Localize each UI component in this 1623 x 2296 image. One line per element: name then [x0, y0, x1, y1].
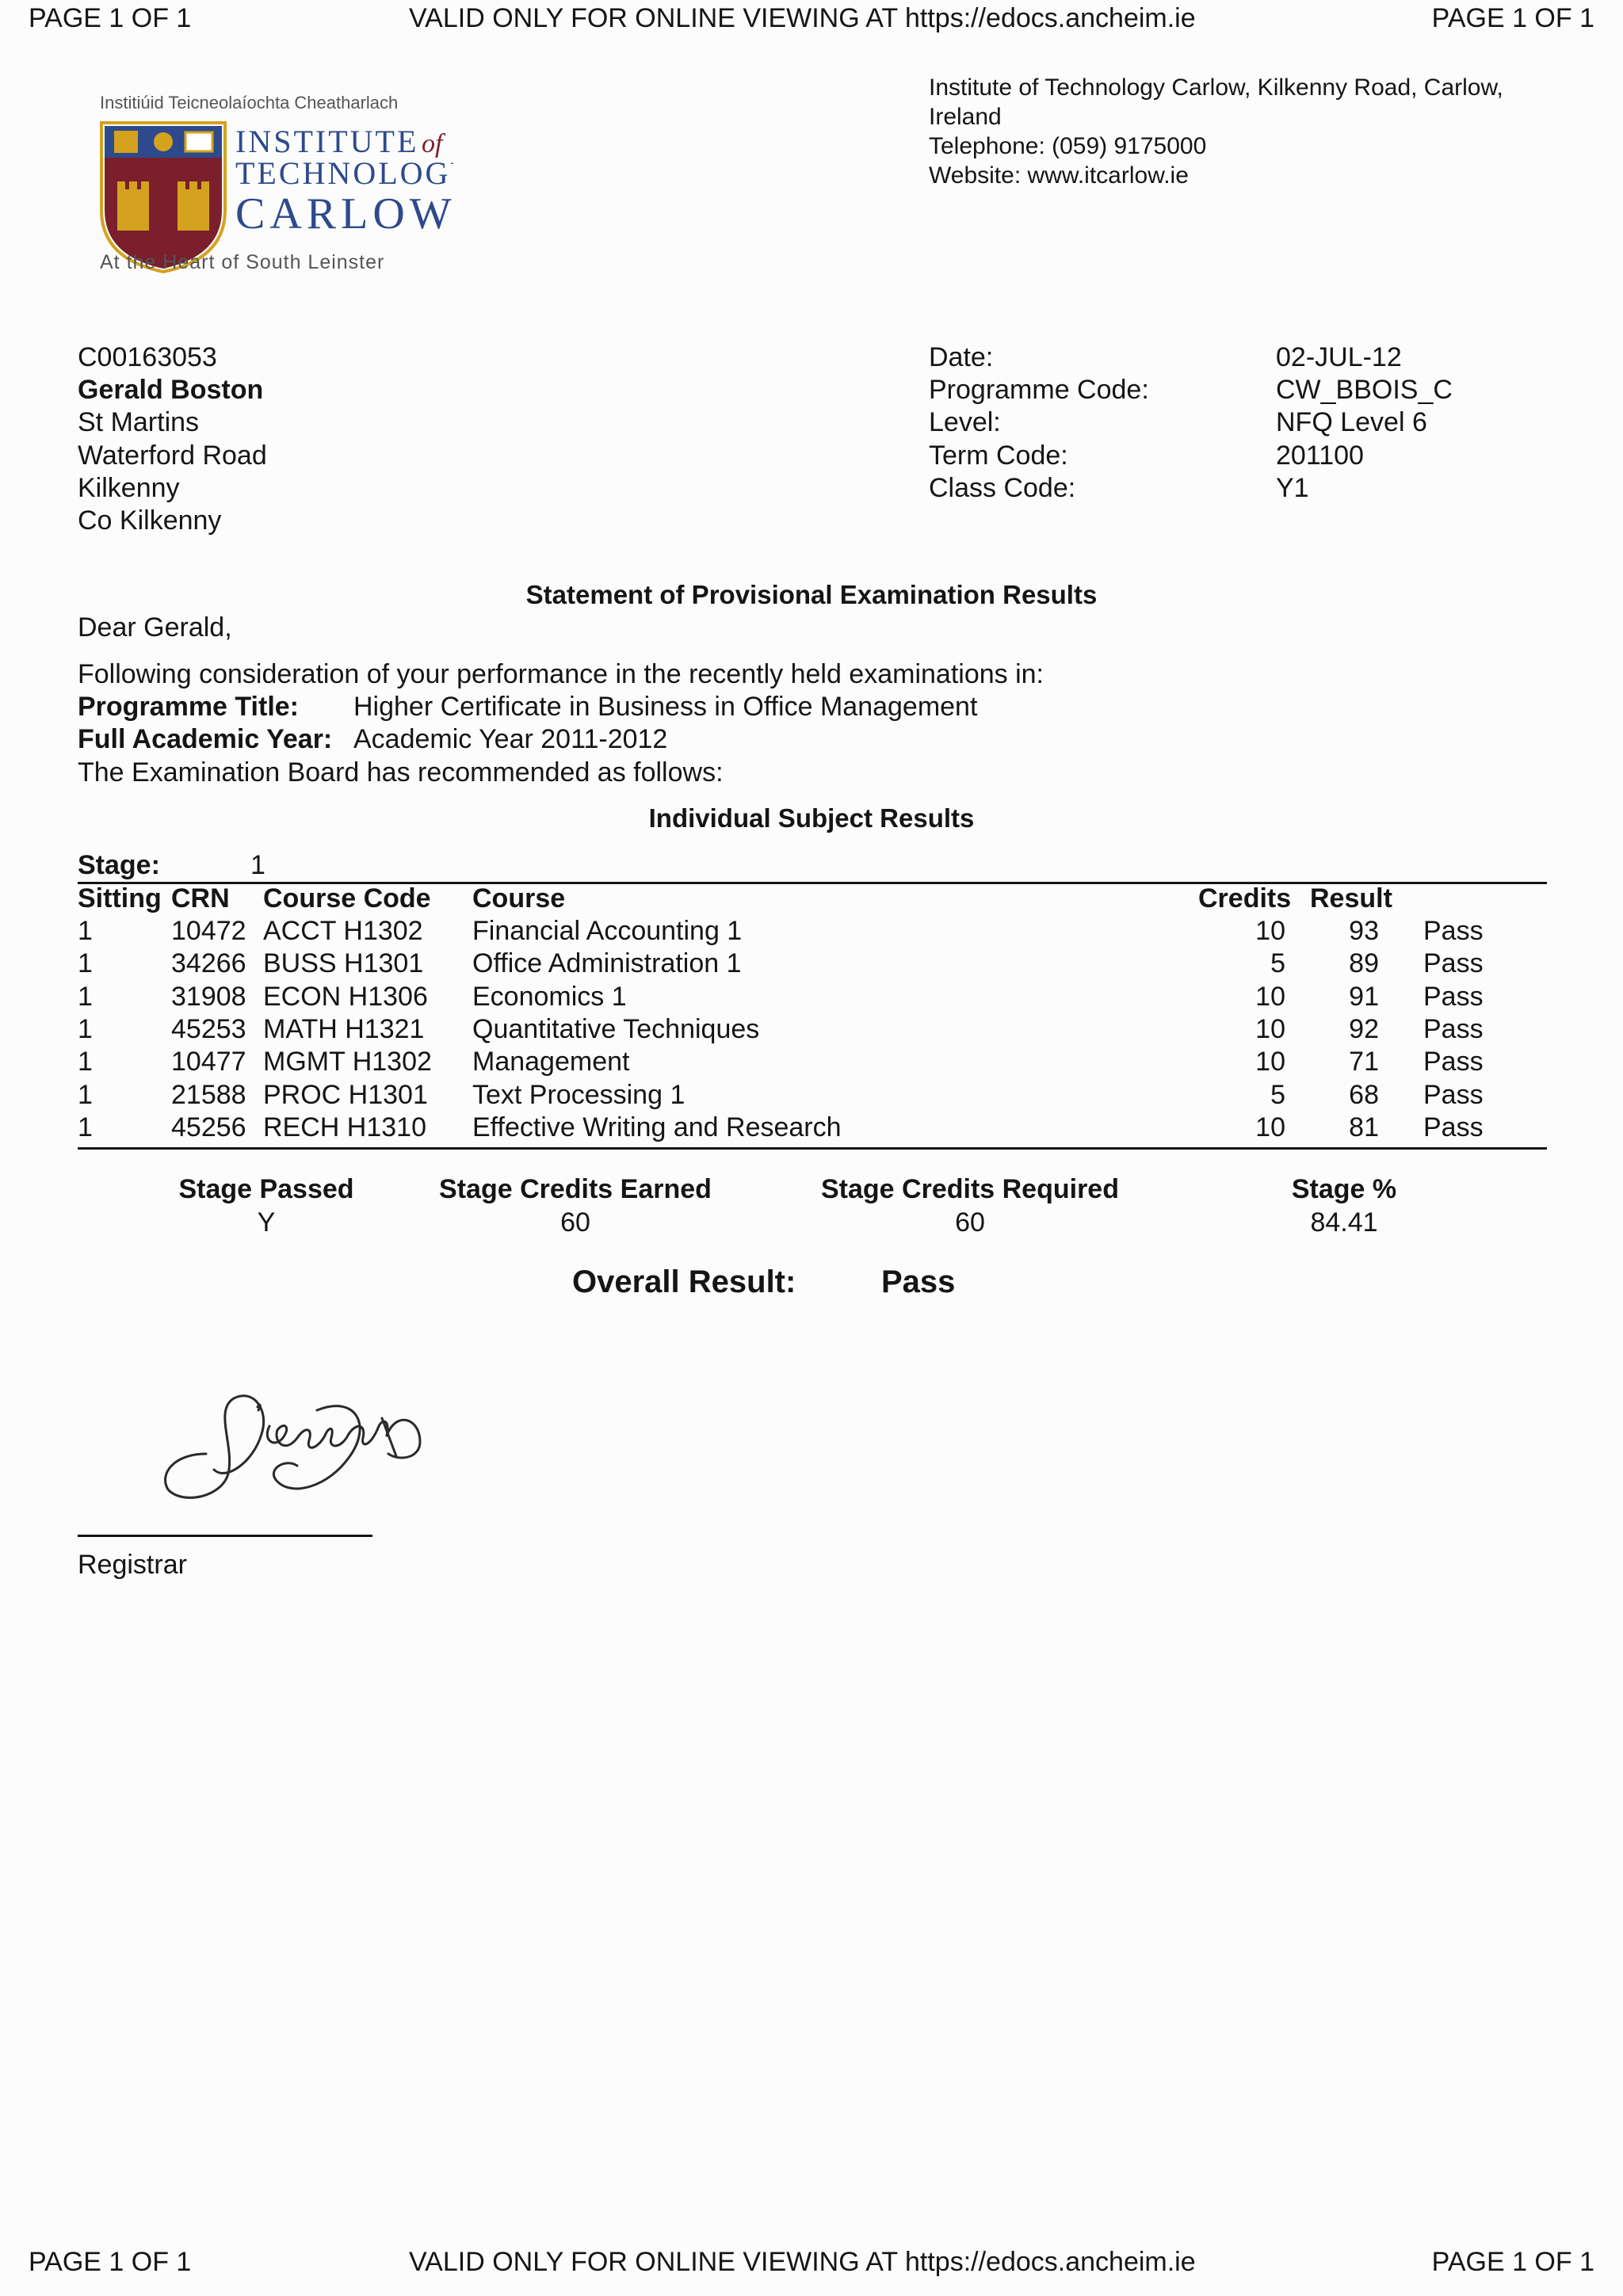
cell-credits: 10 [1255, 916, 1285, 946]
cell-course-code: PROC H1301 [263, 1080, 428, 1110]
detail-label-date: Date: [929, 342, 994, 372]
cell-course: Office Administration 1 [472, 948, 742, 978]
programme-title-label: Programme Title: [78, 692, 300, 722]
table-bottom-rule [78, 1147, 1547, 1150]
page-marker-top-left: PAGE 1 OF 1 [29, 3, 192, 33]
student-address-line: Kilkenny [78, 473, 180, 503]
cell-mark: 92 [1349, 1014, 1379, 1044]
cell-crn: 10477 [171, 1047, 246, 1077]
summary-value-credits-earned: 60 [560, 1207, 590, 1238]
cell-crn: 10472 [171, 916, 246, 946]
cell-mark: 71 [1349, 1047, 1379, 1077]
validity-notice-bottom: VALID ONLY FOR ONLINE VIEWING AT https://edocs.ancheim.ie [409, 2247, 1196, 2277]
stage-value: 1 [250, 850, 265, 880]
registrar-label: Registrar [78, 1550, 187, 1580]
cell-sitting: 1 [78, 948, 93, 978]
cell-outcome: Pass [1423, 982, 1484, 1012]
logo-tagline: At the Heart of South Leinster [100, 251, 385, 273]
board-text: The Examination Board has recommended as follows: [78, 757, 724, 788]
cell-course-code: BUSS H1301 [263, 948, 424, 978]
academic-year-label: Full Academic Year: [78, 724, 333, 754]
student-name: Gerald Boston [78, 375, 264, 405]
academic-year: Academic Year 2011-2012 [353, 724, 668, 754]
summary-value-stage-passed: Y [257, 1207, 276, 1238]
cell-course-code: ECON H1306 [263, 982, 428, 1012]
detail-label-programme-code: Programme Code: [929, 375, 1149, 405]
cell-course: Effective Writing and Research [472, 1112, 842, 1142]
cell-crn: 21588 [171, 1080, 246, 1110]
institute-logo-graphic [97, 91, 453, 281]
overall-result-label: Overall Result: [572, 1264, 796, 1299]
crest-shield-icon [101, 123, 225, 272]
cell-credits: 5 [1270, 1080, 1285, 1110]
detail-value-class-code: Y1 [1276, 473, 1309, 503]
cell-outcome: Pass [1423, 1112, 1484, 1142]
cell-mark: 81 [1349, 1112, 1379, 1142]
cell-course: Economics 1 [472, 982, 627, 1012]
student-address-line: Co Kilkenny [78, 505, 222, 536]
cell-sitting: 1 [78, 982, 93, 1012]
cell-course-code: MGMT H1302 [263, 1047, 432, 1077]
cell-sitting: 1 [78, 1047, 93, 1077]
detail-label-class-code: Class Code: [929, 473, 1076, 503]
institute-website: Website: www.itcarlow.ie [929, 162, 1189, 189]
header-sitting: Sitting [78, 883, 162, 913]
summary-value-credits-required: 60 [955, 1207, 985, 1238]
cell-sitting: 1 [78, 1080, 93, 1110]
cell-credits: 10 [1255, 1047, 1285, 1077]
cell-course-code: ACCT H1302 [263, 916, 423, 946]
registrar-signature [158, 1379, 444, 1505]
logo-irish-name: Institiúid Teicneolaíochta Cheatharlach [100, 93, 399, 113]
detail-label-level: Level: [929, 407, 1001, 437]
cell-outcome: Pass [1423, 948, 1484, 978]
salutation: Dear Gerald, [78, 612, 232, 643]
cell-course-code: MATH H1321 [263, 1014, 425, 1044]
cell-outcome: Pass [1423, 1014, 1484, 1044]
header-crn: CRN [171, 883, 230, 913]
cell-credits: 10 [1255, 1112, 1285, 1142]
page-marker-bottom-right: PAGE 1 OF 1 [1431, 2247, 1594, 2277]
logo-line3: CARLOW [235, 189, 453, 238]
summary-label-credits-required: Stage Credits Required [821, 1174, 1119, 1204]
student-id: C00163053 [78, 342, 217, 372]
cell-crn: 45256 [171, 1112, 246, 1142]
cell-course: Text Processing 1 [472, 1080, 685, 1110]
cell-credits: 10 [1255, 982, 1285, 1012]
signature-line [78, 1535, 372, 1537]
page-marker-bottom-left: PAGE 1 OF 1 [29, 2247, 192, 2277]
header-course: Course [472, 883, 566, 913]
header-credits: Credits [1198, 883, 1292, 913]
cell-mark: 68 [1349, 1080, 1379, 1110]
cell-mark: 89 [1349, 948, 1379, 978]
cell-course-code: RECH H1310 [263, 1112, 426, 1142]
detail-label-term-code: Term Code: [929, 441, 1068, 471]
institute-telephone: Telephone: (059) 9175000 [929, 133, 1207, 159]
detail-value-date: 02-JUL-12 [1276, 342, 1402, 372]
cell-sitting: 1 [78, 1112, 93, 1142]
student-address-line: Waterford Road [78, 441, 267, 471]
cell-outcome: Pass [1423, 1047, 1484, 1077]
cell-outcome: Pass [1423, 916, 1484, 946]
intro-text: Following consideration of your performance in the recently held examinations in: [78, 659, 1044, 689]
cell-mark: 93 [1349, 916, 1379, 946]
institute-address-line1: Institute of Technology Carlow, Kilkenny Road, Carlow, [929, 74, 1503, 101]
detail-value-term-code: 201100 [1276, 441, 1364, 471]
cell-crn: 45253 [171, 1014, 246, 1044]
summary-value-stage-percent: 84.41 [1310, 1207, 1378, 1238]
cell-course: Financial Accounting 1 [472, 916, 743, 946]
stage-label: Stage: [78, 850, 160, 880]
summary-label-credits-earned: Stage Credits Earned [439, 1174, 712, 1204]
cell-mark: 91 [1349, 982, 1379, 1012]
cell-credits: 5 [1270, 948, 1285, 978]
detail-value-level: NFQ Level 6 [1276, 407, 1427, 437]
logo-line1: INSTITUTE [235, 124, 419, 159]
summary-label-stage-passed: Stage Passed [178, 1174, 354, 1204]
student-address-line: St Martins [78, 407, 200, 437]
validity-notice-top: VALID ONLY FOR ONLINE VIEWING AT https://edocs.ancheim.ie [409, 3, 1196, 33]
logo-line1-of: of [422, 129, 443, 158]
cell-credits: 10 [1255, 1014, 1285, 1044]
statement-title: Statement of Provisional Examination Results [525, 580, 1098, 609]
subject-results-title: Individual Subject Results [648, 803, 975, 833]
header-result: Result [1310, 883, 1392, 913]
header-course-code: Course Code [263, 883, 431, 913]
cell-sitting: 1 [78, 1014, 93, 1044]
cell-outcome: Pass [1423, 1080, 1484, 1110]
cell-course: Quantitative Techniques [472, 1014, 760, 1044]
page-marker-top-right: PAGE 1 OF 1 [1431, 3, 1594, 33]
programme-title: Higher Certificate in Business in Office Management [353, 692, 978, 722]
detail-value-programme-code: CW_BBOIS_C [1276, 375, 1453, 405]
cell-course: Management [472, 1047, 630, 1077]
cell-crn: 34266 [171, 948, 246, 978]
overall-result: Pass [881, 1264, 956, 1299]
summary-label-stage-percent: Stage % [1291, 1174, 1397, 1204]
institute-logo [97, 91, 453, 281]
cell-crn: 31908 [171, 982, 246, 1012]
institute-address-line2: Ireland [929, 104, 1002, 130]
logo-line2: TECHNOLOGY [235, 155, 453, 191]
cell-sitting: 1 [78, 916, 93, 946]
